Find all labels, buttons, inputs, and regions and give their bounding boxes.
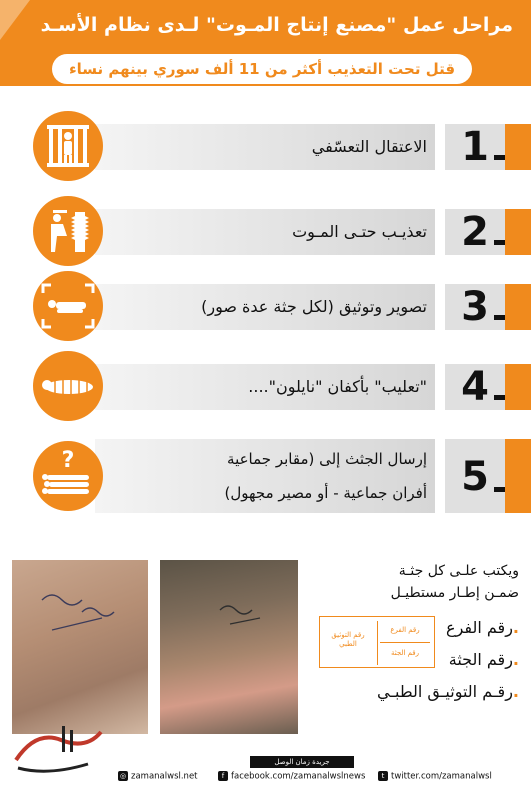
bullet-dot-icon: . (512, 682, 519, 701)
bullet-dot-icon: . (512, 650, 519, 669)
step-4 (0, 351, 531, 421)
twitter-icon: t (378, 771, 388, 781)
step-label: "تعليب" بأكفان "نايلون".... (248, 377, 427, 396)
mass-grave-icon (33, 441, 103, 511)
bullet-text: رقـم التوثيـق الطبـي (377, 682, 513, 701)
info-text (309, 560, 519, 604)
step-number: 1 (461, 124, 489, 170)
step-accent (505, 439, 531, 513)
step-label-line1: إرسال الجثث إلى (مقابر جماعية (227, 450, 427, 468)
step-label (97, 439, 427, 513)
step-accent (505, 209, 531, 255)
step-number: 3 (461, 284, 489, 330)
zaman-alwasl-logo (8, 710, 108, 784)
step-label: الاعتقال التعسّفي (311, 137, 427, 156)
tag-branch-no: رقم الفرع (390, 626, 420, 634)
prison-bars-icon (33, 111, 103, 181)
facebook-link[interactable]: f facebook.com/zamanalwslnews (218, 771, 365, 782)
victim-photo-1 (12, 560, 148, 734)
header-notch-icon (0, 0, 30, 86)
step-accent (505, 124, 531, 170)
header-banner (0, 0, 531, 86)
svg-text:?: ? (61, 448, 75, 473)
step-accent (505, 284, 531, 330)
bullet-item (319, 612, 519, 644)
bullet-item (319, 644, 519, 676)
info-line-1: ويكتب علـى كل جثـة (398, 563, 519, 579)
step-number: 2 (461, 209, 489, 255)
step-label: تصوير وتوثيق (لكل جثة عدة صور) (201, 297, 427, 316)
step-3 (0, 271, 531, 341)
marking-scribble-icon (160, 560, 298, 734)
twitter-link[interactable]: t twitter.com/zamanalwsl (378, 771, 492, 782)
bullet-text: رقم الجثة (448, 650, 513, 669)
paper-name: جريدة زمان الوصل (250, 756, 354, 768)
page-title: مراحل عمل "مصنع إنتاج المـوت" لـدى نظام الأسـد (40, 14, 513, 36)
step-5 (0, 431, 531, 521)
info-line-2: ضمـن إطـار مستطيـل (390, 585, 519, 601)
web-icon: ◎ (119, 772, 127, 780)
step-number: 5 (461, 454, 489, 500)
torture-icon (33, 196, 103, 266)
tag-body-no: رقم الجثة (390, 649, 420, 657)
bullet-text: رقم الفرع (446, 618, 513, 637)
website-link[interactable]: ◎ zamanalwsl.net (119, 771, 198, 782)
tag-medical-no: رقم التوثيق الطبي (331, 631, 365, 648)
marking-scribble-icon (12, 560, 148, 734)
step-number: 4 (461, 364, 489, 410)
wrapped-body-icon (33, 351, 103, 421)
bullet-list (319, 612, 519, 708)
step-label: تعذيـب حتـى المـوت (292, 222, 427, 241)
step-label-line2: أفران جماعية - أو مصير مجهول) (224, 484, 427, 502)
camera-frame-icon (33, 271, 103, 341)
step-accent (505, 364, 531, 410)
page-subtitle: قتل تحت التعذيب أكثر من 11 ألف سوري بينهم نساء (52, 54, 472, 84)
footer (0, 754, 531, 789)
step-1 (0, 111, 531, 181)
facebook-icon: f (218, 771, 228, 781)
victim-photo-2 (160, 560, 298, 734)
step-2 (0, 196, 531, 266)
bullet-item (319, 676, 519, 708)
bullet-dot-icon: . (512, 618, 519, 637)
